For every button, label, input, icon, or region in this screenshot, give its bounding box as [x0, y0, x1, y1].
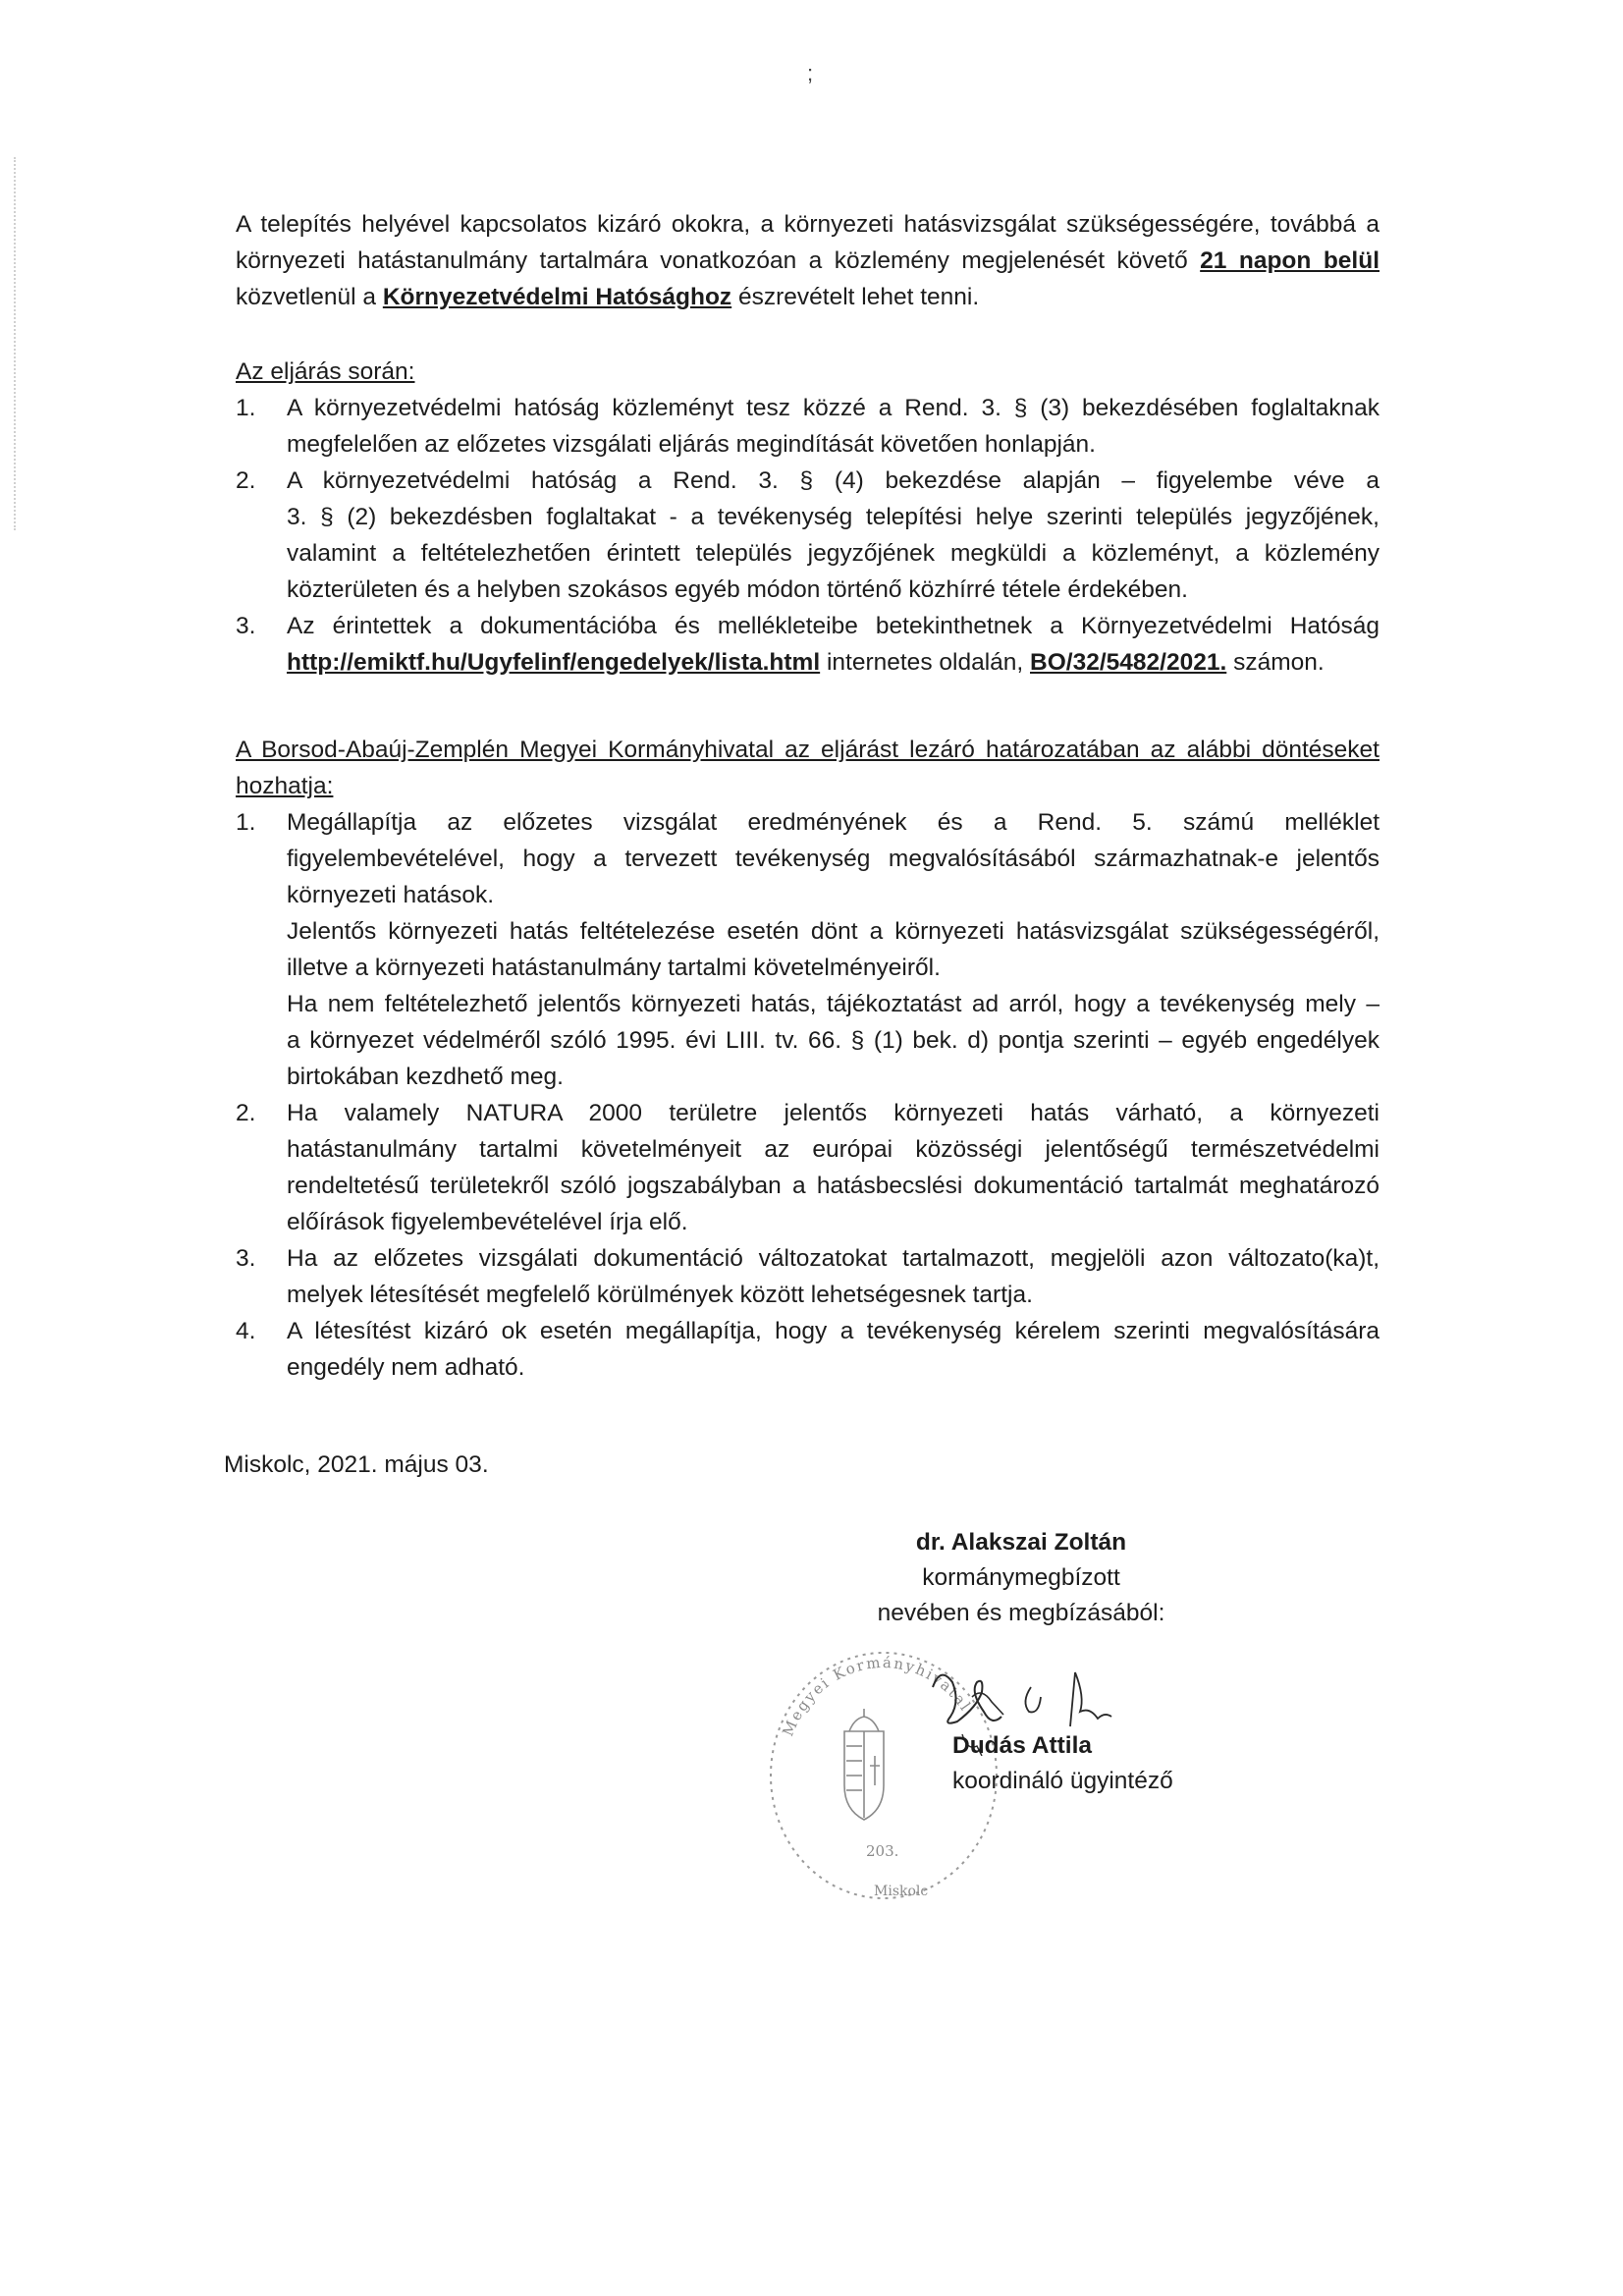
list-line: hatástanulmány tartalmi követelményeit az európai közösségi jelentőségű természetvédelmi [287, 1136, 1380, 1163]
reference-suffix: számon. [1233, 649, 1325, 676]
intro-line-3-post: észrevételt lehet tenni. [737, 284, 980, 310]
coat-of-arms-icon [844, 1709, 884, 1820]
list-item [236, 1313, 1380, 1386]
intro-paragraph [236, 206, 1380, 315]
stamp-number: 203. [866, 1842, 899, 1860]
list-line: rendeltetésű területekről szóló jogszabályban a hatásbecslési dokumentáció tartalmát meghatározó [287, 1173, 1380, 1199]
list-line: a környezet védelméről szóló 1995. évi LIII. tv. 66. § (1) bek. d) pontja szerinti – egyéb engedélyek [287, 1027, 1380, 1054]
sub-signer-title: koordináló ügyintéző [952, 1768, 1173, 1794]
list-item [236, 390, 1380, 463]
on-behalf-text: nevében és megbízásából: [877, 1600, 1165, 1626]
list-item [236, 1240, 1380, 1313]
list-number: 1. [236, 809, 256, 836]
list-line: figyelembevételével, hogy a tervezett tevékenység megvalósításából származhatnak-e jelentős [287, 846, 1380, 872]
list-line: Az érintettek a dokumentációba és mellékleteibe betekinthetnek a Környezetvédelmi Hatóság [287, 613, 1380, 639]
list-line: környezeti hatások. [287, 882, 495, 908]
list-line: Jelentős környezeti hatás feltételezése esetén dönt a környezeti hatásvizsgálat szükségességéről, [287, 918, 1380, 945]
list-line: A létesítést kizáró ok esetén megállapítja, hogy a tevékenység kérelem szerinti megvalósítására [287, 1318, 1380, 1344]
list-line: közterületen és a helyben szokásos egyéb módon történő közhírré tétele érdekében. [287, 576, 1188, 603]
stamp-top-text: Megyei Kormányhivatal [779, 1653, 976, 1739]
link-suffix: internetes oldalán, [826, 649, 1024, 676]
decisions-heading-line-2: hozhatja: [236, 773, 334, 799]
list-number: 2. [236, 1100, 256, 1126]
sub-signer-name: Dudás Attila [952, 1732, 1093, 1759]
list-line: megfelelően az előzetes vizsgálati eljárás megindítását követően honlapján. [287, 431, 1096, 458]
list-line: Ha valamely NATURA 2000 területre jelentős környezeti hatás várható, a környezeti [287, 1100, 1380, 1126]
signer-name: dr. Alakszai Zoltán [915, 1529, 1127, 1556]
decisions-section [236, 732, 1380, 1386]
date-place: Miskolc, 2021. május 03. [224, 1451, 489, 1478]
stamp-bottom-text: Miskolc [874, 1884, 929, 1899]
list-line: illetve a környezeti hatástanulmány tartalmi követelményeiről. [287, 955, 941, 981]
list-line: Megállapítja az előzetes vizsgálat eredményének és a Rend. 5. számú melléklet [287, 809, 1380, 836]
authority-name: Környezetvédelmi Hatósághoz [382, 284, 732, 310]
decisions-list [236, 804, 1380, 1386]
documentation-link[interactable]: http://emiktf.hu/Ugyfelinf/engedelyek/lista.html [287, 649, 821, 676]
procedure-section [236, 354, 1380, 681]
list-line: A környezetvédelmi hatóság közleményt tesz közzé a Rend. 3. § (3) bekezdésében foglaltaknak [287, 395, 1380, 421]
list-line: melyek létesítését megfelelő körülmények között lehetségesnek tartja. [287, 1282, 1033, 1308]
signature-block [844, 1525, 1198, 1631]
intro-line-3-pre: közvetlenül a [236, 284, 377, 310]
list-line: 3. § (2) bekezdésben foglaltakat - a tevékenység telepítési helye szerinti település jegyzőjének, [287, 504, 1380, 530]
intro-line-2-text: környezeti hatástanulmány tartalmára vonatkozóan a közlemény megjelenését követő [236, 247, 1188, 274]
list-line: Ha az előzetes vizsgálati dokumentáció változatokat tartalmazott, megjelöli azon változato(ka)t, [287, 1245, 1380, 1272]
scan-edge-marks [14, 157, 19, 530]
list-line: Ha nem feltételezhető jelentős környezeti hatás, tájékoztatást ad arról, hogy a tevékenység mely – [287, 991, 1380, 1017]
list-line [287, 644, 1380, 681]
list-number: 2. [236, 467, 256, 494]
list-number: 3. [236, 613, 256, 639]
list-number: 4. [236, 1318, 256, 1344]
page-mark: ; [807, 61, 814, 85]
list-line: birtokában kezdhető meg. [287, 1064, 564, 1090]
procedure-list [236, 390, 1380, 681]
deadline: 21 napon belül [1200, 247, 1380, 274]
list-number: 1. [236, 395, 256, 421]
list-line: valamint a feltételezhetően érintett település jegyzőjének megküldi a közleményt, a közlemény [287, 540, 1380, 567]
list-item [236, 804, 1380, 1095]
procedure-heading: Az eljárás során: [236, 358, 415, 385]
intro-line-2 [236, 243, 1380, 279]
list-item [236, 1095, 1380, 1240]
sub-signer-block [952, 1728, 1173, 1799]
list-line: A környezetvédelmi hatóság a Rend. 3. § (4) bekezdése alapján – figyelembe véve a [287, 467, 1380, 494]
list-line: előírások figyelembevételével írja elő. [287, 1209, 688, 1235]
signer-title: kormánymegbízott [922, 1564, 1120, 1591]
list-item [236, 608, 1380, 681]
list-number: 3. [236, 1245, 256, 1272]
list-line: engedély nem adható. [287, 1354, 525, 1381]
case-reference: BO/32/5482/2021. [1030, 649, 1227, 676]
list-item [236, 463, 1380, 608]
decisions-heading-line-1: A Borsod-Abaúj-Zemplén Megyei Kormányhivatal az eljárást lezáró határozatában az alábbi döntéseket [236, 737, 1380, 763]
intro-line-1: A telepítés helyével kapcsolatos kizáró okokra, a környezeti hatásvizsgálat szükségességére, továbbá a [236, 211, 1380, 238]
intro-line-3 [236, 279, 1380, 315]
